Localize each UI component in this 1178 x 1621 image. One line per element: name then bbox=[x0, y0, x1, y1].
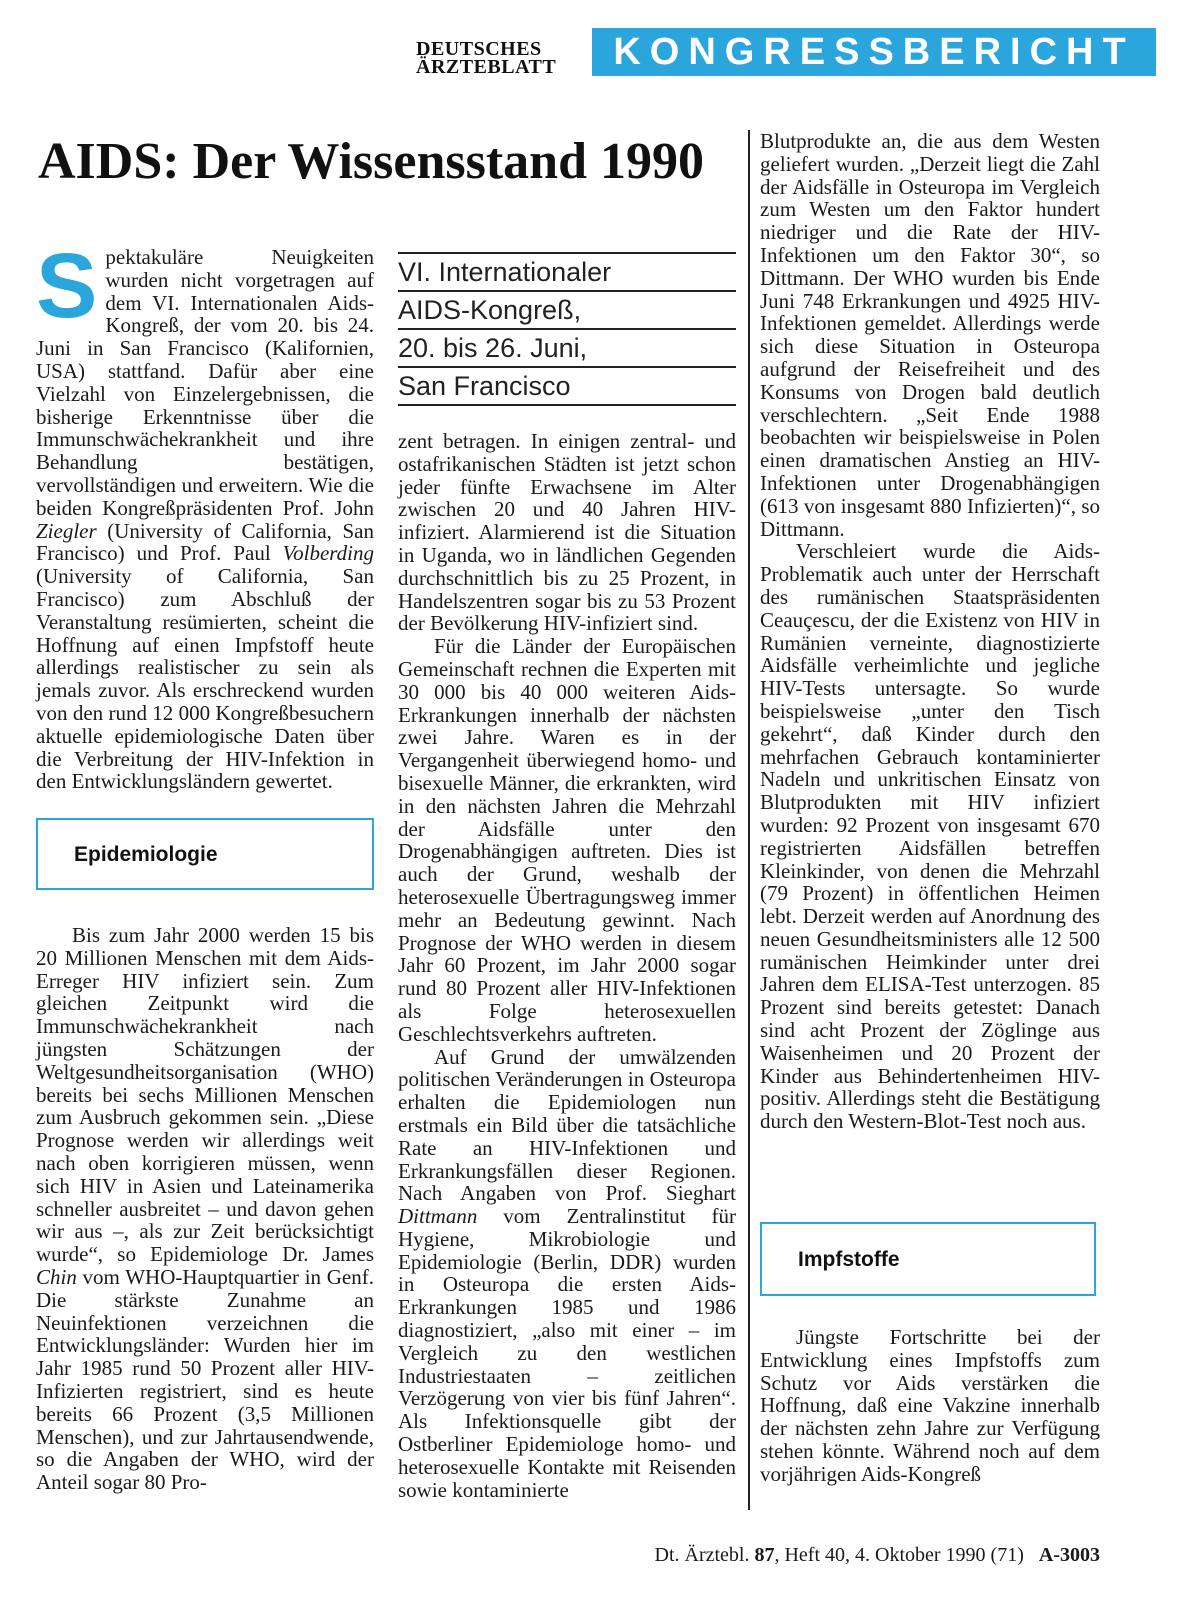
volume-number: 87 bbox=[754, 1544, 775, 1566]
person-name: Chin bbox=[36, 1264, 77, 1289]
info-line: VI. Internationaler bbox=[398, 252, 736, 290]
publication-name bbox=[416, 40, 586, 76]
citation-prefix: Dt. Ärztebl. bbox=[654, 1544, 755, 1566]
section-banner: KONGRESSBERICHT bbox=[592, 28, 1156, 76]
drop-cap: S bbox=[36, 235, 98, 337]
paragraph: Verschleiert wurde die Aids-Problematik auch unter der Herrschaft des rumänischen Staatspräsidenten Ceauçescu, der die Existenz von HIV in Rumänien verneinte, diagnostizierte Aidsfälle verheimlichte und jegliche HIV-Tests untersagte. So wurde beispielsweise „unter den Tisch gekehrt“, daß Kinder durch den mehrfachen Gebrauch kontaminierter Nadeln und unkritischen Einsatz von Blutprodukten mit HIV infiziert wurden: 92 Prozent von insgesamt 670 registrierten Aidsfällen betreffen Kleinkinder, von denen die Mehrzahl (79 Prozent) in öffentlichen Heimen lebt. Derzeit werden auf Anordnung des neuen Gesundheitsministers alle 12 500 rumänischen Heimkinder unter drei Jahren dem ELISA-Test unterzogen. 85 Prozent sind bereits getestet: Danach sind acht Prozent der Zöglinge aus Waisenheimen und 20 Prozent der Kinder aus Behindertenheimen HIV-positiv. Allerdings steht die Bestätigung durch den Western-Blot-Test noch aus. bbox=[760, 539, 1100, 1134]
paragraph: zent betragen. In einigen zentral- und ostafrikanischen Städten ist jetzt schon jeder fünfte Erwachsene im Alter zwischen 20 und 40 Jahren HIV-infiziert. Alarmierend ist die Situation in Uganda, wo in ländlichen Gegenden durchschnittlich bis zu 25 Prozent, in Handelszentren sogar bis zu 53 Prozent der Bevölkerung HIV-infiziert sind. bbox=[398, 429, 736, 636]
paragraph: Für die Länder der Europäischen Gemeinschaft rechnen die Experten mit 30 000 bis 40 000 weiteren Aids-Erkrankungen innerhalb der nächsten zwei Jahre. Waren es in der Vergangenheit überwiegend homo- und bisexuelle Männer, die erkrankten, wird in den nächsten Jahren die Mehrzahl der Aidsfälle unter den Drogenabhängigen auftreten. Dies ist auch der Grund, weshalb der heterosexuelle Übertragungsweg immer mehr an Bedeutung gewinnt. Nach Prognose der WHO werden in diesem Jahr 60 Prozent, im Jahr 2000 sogar rund 80 Prozent aller HIV-Infektionen als Folge heterosexuellen Geschlechtsverkehrs auftreten. bbox=[398, 634, 736, 1046]
epidemiologie-paragraph: Bis zum Jahr 2000 werden 15 bis 20 Millionen Menschen mit dem Aids-Erreger HIV infiziert sein. Zum gleichen Zeitpunkt wird die Immunschwächekrankheit nach jüngsten Schätzungen der Weltgesundheitsorganisation (WHO) bereits bei sechs Millionen Menschen zum Ausbruch gekommen sein. „Diese Prognose werden wir allerdings weit nach oben korrigieren müssen, wenn sich HIV in Asien und Lateinamerika schneller ausbreitet – und davon gehen wir aus –, als zur Zeit berücksichtigt wurde“, so Epidemiologe Dr. James Chin vom WHO-Hauptquartier in Genf. Die stärkste Zunahme an Neuinfektionen verzeichnen die Entwicklungsländer: Wurden hier im Jahr 1985 rund 50 Prozent aller HIV-Infizierten registriert, sind es heute bereits 66 Prozent (3,5 Millionen Menschen), und zur Jahrtausendwende, so die Angaben der WHO, wird der Anteil sogar 80 Pro- bbox=[36, 923, 374, 1495]
info-line: 20. bis 26. Juni, bbox=[398, 328, 736, 366]
citation-details: , Heft 40, 4. Oktober 1990 (71) bbox=[774, 1544, 1024, 1566]
impfstoffe-paragraph: Jüngste Fortschritte bei der Entwicklung eines Impfstoffs zum Schutz vor Aids verstärken die Hoffnung, daß eine Vakzine innerhalb der nächsten zehn Jahre zur Verfügung stehen könnte. Während noch auf dem vorjährigen Aids-Kongreß bbox=[760, 1325, 1100, 1486]
subhead-impfstoffe: Impfstoffe bbox=[760, 1222, 1096, 1296]
masthead bbox=[416, 28, 1156, 78]
info-line: San Francisco bbox=[398, 366, 736, 406]
article-column-1 bbox=[36, 235, 374, 794]
article-column-1-lower bbox=[36, 924, 374, 1494]
person-name: Ziegler bbox=[36, 518, 97, 543]
page-footer bbox=[600, 1544, 1100, 1566]
publication-line-1: DEUTSCHES bbox=[416, 38, 542, 60]
subhead-epidemiologie: Epidemiologie bbox=[36, 818, 374, 890]
page-title: AIDS: Der Wissensstand 1990 bbox=[38, 133, 705, 190]
article-column-2 bbox=[398, 430, 736, 1501]
page-code: A-3003 bbox=[1038, 1544, 1100, 1566]
paragraph: Blutprodukte an, die aus dem Westen geliefert wurden. „Derzeit liegt die Zahl der Aidsfälle in Osteuropa im Vergleich zum Westen um den Faktor hundert niedriger und die Rate der HIV-Infektionen um den Faktor 30“, so Dittmann. Der WHO wurden bis Ende Juni 748 Erkrankungen und 4925 HIV-Infektionen gemeldet. Allerdings werde sich diese Situation in Osteuropa aufgrund der Reisefreiheit und des Konsums von Drogen bald deutlich verschlechtern. „Seit Ende 1988 beobachten wir beispielsweise in Polen einen dramatischen Anstieg an HIV-Infektionen unter Drogenabhängigen (613 von insgesamt 880 Infizierten)“, so Dittmann. bbox=[760, 129, 1100, 541]
intro-paragraph: Spektakuläre Neuigkeiten wurden nicht vorgetragen auf dem VI. Internationalen Aids-Kongreß, der vom 20. bis 24. Juni in San Francisco (Kalifornien, USA) stattfand. Dafür aber eine Vielzahl von Einzelergebnissen, die bisherige Erkenntnisse über die Immunschwächekrankheit und ihre Behandlung bestätigen, vervollständigen und erweitern. Wie die beiden Kongreßpräsidenten Prof. John Ziegler (University of California, San Francisco) und Prof. Paul Volberding (University of California, San Francisco) zum Abschluß der Veranstaltung resümierten, scheint die Hoffnung auf einen Impfstoff heute allerdings realistischer zu sein als jemals zuvor. Als erschreckend wurden von den rund 12 000 Kongreßbesuchern aktuelle epidemiologische Daten über die Verbreitung der HIV-Infektion in den Entwicklungsländern gewertet. bbox=[36, 235, 374, 794]
info-line: AIDS-Kongreß, bbox=[398, 290, 736, 328]
person-name: Volberding bbox=[282, 541, 374, 566]
column-divider bbox=[748, 130, 750, 1510]
event-info-box bbox=[398, 252, 736, 406]
publication-line-2: ÄRZTEBLATT bbox=[416, 56, 557, 78]
article-column-3 bbox=[760, 130, 1100, 1133]
paragraph: Auf Grund der umwälzenden politischen Veränderungen in Osteuropa erhalten die Epidemiologen nun erstmals ein Bild über die tatsächliche Rate an HIV-Infektionen und Erkrankungsfällen dieser Regionen. Nach Angaben von Prof. Sieghart Dittmann vom Zentralinstitut für Hygiene, Mikrobiologie und Epidemiologie (Berlin, DDR) wurden in Osteuropa die ersten Aids-Erkrankungen 1985 und 1986 diagnostiziert, „also mit einer – im Vergleich zu den westlichen Industriestaaten – zeitlichen Verzögerung von vier bis fünf Jahren“. Als Infektionsquelle gibt der Ostberliner Epidemiologe homo- und heterosexuelle Kontakte mit Reisenden sowie kontaminierte bbox=[398, 1044, 736, 1502]
person-name: Dittmann bbox=[398, 1204, 478, 1229]
article-column-3-lower bbox=[760, 1326, 1100, 1486]
